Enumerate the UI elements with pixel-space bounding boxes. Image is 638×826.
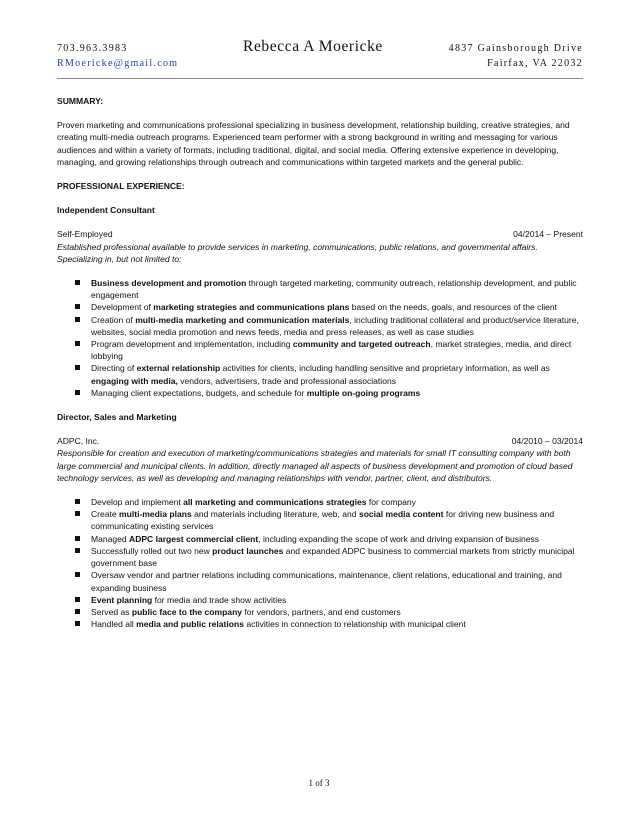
summary-text: Proven marketing and communications professional specializing in business development, relationship building, creative strategies, and creating multi-media outreach programs. Experienced team performer with a strong background in writing and messaging for various audiences and within a variety of formats, including traditional, digital, and social media. Offering extensive experience in developing, managing, and growing relationships through outreach and communications within targeted markets and the general public.: [57, 120, 570, 167]
bullet-item: [57, 301, 583, 313]
job-bullet-list: [57, 277, 583, 399]
bullet-emphasis: marketing strategies and communications plans: [153, 302, 350, 313]
bullet-emphasis: community and targeted outreach: [292, 339, 431, 350]
square-bullet-icon: [75, 621, 80, 626]
bullet-item: [57, 387, 583, 399]
street-address: 4837 Gainsborough Drive: [448, 43, 583, 54]
square-bullet-icon: [75, 280, 80, 285]
square-bullet-icon: [75, 365, 80, 370]
job-entry: [57, 411, 583, 630]
bullet-item: [57, 545, 583, 569]
job-dates: 04/2014 – Present: [513, 229, 583, 240]
square-bullet-icon: [75, 511, 80, 516]
header-divider: [57, 78, 583, 79]
square-bullet-icon: [75, 609, 80, 614]
bullet-text: through targeted marketing, community outreach, relationship development, and public engagement: [91, 278, 577, 301]
bullet-item: [57, 606, 583, 618]
bullet-text: for driving new business and communicating existing services: [91, 509, 555, 532]
job-employer: ADPC, Inc.: [57, 436, 100, 447]
bullet-text: Program development and implementation, including: [91, 339, 293, 350]
job-employer-row: [57, 435, 583, 447]
bullet-text: Handled all: [91, 619, 137, 630]
bullet-emphasis: all marketing and communications strategies: [183, 497, 367, 508]
square-bullet-icon: [75, 499, 80, 504]
bullet-emphasis: social media content: [358, 509, 444, 520]
city-state-zip: Fairfax, VA 22032: [487, 58, 583, 69]
bullet-text: , market strategies, media, and direct lobbying: [91, 339, 572, 362]
bullet-item: [57, 569, 583, 593]
bullet-text: Managing client expectations, budgets, and schedule for: [91, 387, 307, 398]
bullet-text: Create: [91, 509, 120, 520]
bullet-item: [57, 533, 583, 545]
resume-body: [57, 95, 583, 630]
bullet-item: [57, 362, 583, 386]
bullet-emphasis: product launches: [212, 545, 284, 556]
square-bullet-icon: [75, 390, 80, 395]
bullet-text: for vendors, partners, and end customers: [242, 606, 401, 617]
bullet-emphasis: multi-media marketing and communication materials: [135, 314, 350, 325]
square-bullet-icon: [75, 548, 80, 553]
square-bullet-icon: [75, 304, 80, 309]
job-title: Director, Sales and Marketing: [57, 412, 177, 423]
bullet-emphasis: multi-media plans: [119, 509, 192, 520]
bullet-text: for media and trade show activities: [152, 594, 287, 605]
job-title: Independent Consultant: [57, 205, 155, 216]
bullet-text: , including traditional collateral and product/service literature, websites, social media promotion and news feeds, media and press releases, as well as case studies: [91, 314, 579, 337]
bullet-emphasis: Business development and promotion: [91, 278, 247, 289]
bullet-text: Managed: [91, 533, 130, 544]
bullet-text: Development of: [91, 302, 154, 313]
page-number: 1 of 3: [308, 778, 330, 788]
bullet-text: and materials including literature, web, and: [191, 509, 359, 520]
job-employer-row: [57, 228, 583, 240]
bullet-emphasis: media and public relations: [136, 619, 244, 630]
bullet-item: [57, 496, 583, 508]
bullet-emphasis: multiple on-going programs: [306, 387, 421, 398]
bullet-emphasis: ADPC largest commercial client: [129, 533, 259, 544]
bullet-text: Directing of: [91, 363, 137, 374]
bullet-text: Creation of: [91, 314, 136, 325]
job-bullet-list: [57, 496, 583, 630]
bullet-item: [57, 618, 583, 630]
square-bullet-icon: [75, 341, 80, 346]
square-bullet-icon: [75, 572, 80, 577]
bullet-text: and expanded ADPC business to commercial markets from strictly municipal government base: [91, 545, 575, 569]
bullet-text: Successfully rolled out two new: [91, 545, 213, 556]
job-entry: [57, 204, 583, 399]
bullet-item: [57, 508, 583, 532]
bullet-item: [57, 314, 583, 338]
bullet-text: Oversaw vendor and partner relations including communications, maintenance, client relations, educational and training, and expanding business: [91, 570, 562, 593]
bullet-emphasis: Event planning: [91, 594, 153, 605]
candidate-name: Rebecca A Moericke: [243, 38, 383, 55]
email-link[interactable]: RMoericke@gmail.com: [57, 58, 179, 69]
job-employer: Self-Employed: [57, 229, 113, 240]
experience-heading: PROFESSIONAL EXPERIENCE:: [57, 181, 185, 192]
square-bullet-icon: [75, 597, 80, 602]
bullet-item: [57, 277, 583, 301]
job-description: Responsible for creation and execution of marketing/communications strategies and materials for small IT consulting company with both large commercial and municipal clients. In addition, directly managed all aspects of business development and promotion of cloud based technology services, as well as developing and managing relationships with vendor, partner, client, and distributors.: [57, 448, 573, 483]
bullet-emphasis: public face to the company: [131, 606, 243, 617]
bullet-emphasis: engaging with media,: [91, 375, 178, 386]
square-bullet-icon: [75, 317, 80, 322]
summary-heading: SUMMARY:: [57, 96, 104, 106]
bullet-text: Develop and implement: [91, 497, 184, 508]
bullet-item: [57, 338, 583, 362]
bullet-text: for company: [366, 497, 416, 508]
square-bullet-icon: [75, 536, 80, 541]
bullet-text: based on the needs, goals, and resources of the client: [349, 302, 558, 313]
bullet-text: activities in connection to relationship with municipal client: [243, 619, 466, 630]
bullet-text: , including expanding the scope of work and driving expansion of business: [258, 533, 540, 544]
job-description: Established professional available to provide services in marketing, communications, public relations, and governmental affairs. Specializing in, but not limited to:: [57, 241, 538, 264]
bullet-emphasis: external relationship: [136, 363, 221, 374]
bullet-text: activities for clients, including handling sensitive and proprietary information, as well as: [220, 363, 550, 374]
bullet-item: [57, 594, 583, 606]
bullet-text: vendors, advertisers, trade and professional associations: [177, 375, 396, 386]
bullet-text: Served as: [91, 606, 132, 617]
phone-number: 703.963.3983: [57, 43, 128, 54]
job-dates: 04/2010 – 03/2014: [511, 436, 583, 447]
